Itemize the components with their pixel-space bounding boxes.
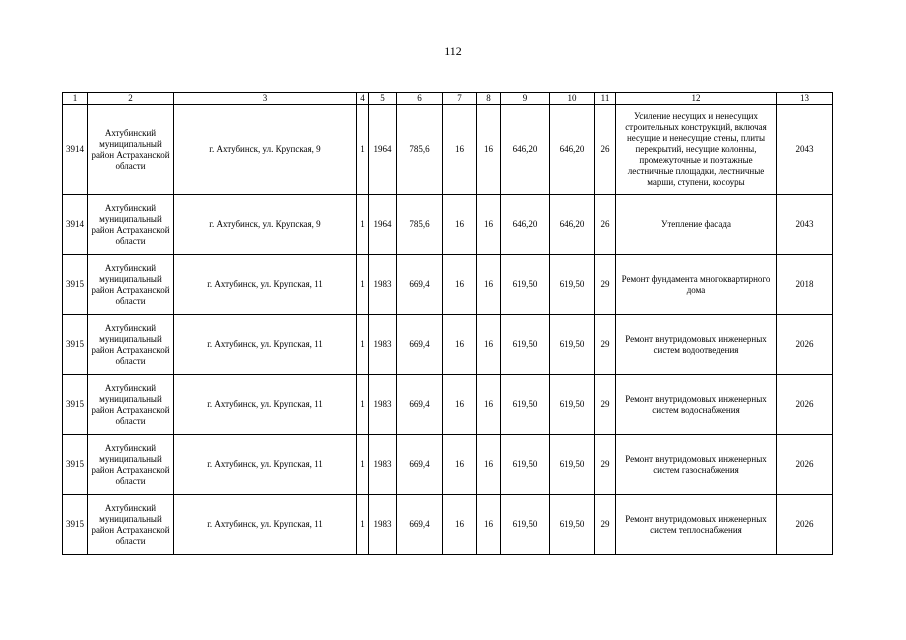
cell-district: Ахтубинский муниципальный район Астраханской области (88, 315, 174, 375)
table-row (63, 105, 833, 195)
cell-work: Ремонт фундамента многоквартирного дома (616, 255, 777, 315)
cell-col4: 1 (357, 435, 369, 495)
cell-district: Ахтубинский муниципальный район Астраханской области (88, 195, 174, 255)
cell-work: Ремонт внутридомовых инженерных систем водоотведения (616, 315, 777, 375)
column-header: 12 (616, 93, 777, 105)
cell-col9: 646,20 (501, 105, 550, 195)
cell-col8: 16 (477, 195, 501, 255)
cell-col9: 619,50 (501, 375, 550, 435)
cell-col10: 619,50 (550, 375, 595, 435)
cell-area: 669,4 (397, 375, 443, 435)
column-header: 10 (550, 93, 595, 105)
cell-col10: 619,50 (550, 495, 595, 555)
cell-plan-year: 2043 (777, 105, 833, 195)
cell-number: 3915 (63, 435, 88, 495)
cell-address: г. Ахтубинск, ул. Крупская, 9 (174, 105, 357, 195)
cell-col9: 619,50 (501, 495, 550, 555)
cell-col9: 619,50 (501, 435, 550, 495)
cell-col11: 26 (595, 105, 616, 195)
table-row (63, 315, 833, 375)
cell-col4: 1 (357, 195, 369, 255)
cell-area: 669,4 (397, 315, 443, 375)
cell-col10: 646,20 (550, 105, 595, 195)
cell-number: 3915 (63, 315, 88, 375)
cell-district: Ахтубинский муниципальный район Астраханской области (88, 255, 174, 315)
cell-col8: 16 (477, 435, 501, 495)
cell-col11: 29 (595, 375, 616, 435)
cell-col8: 16 (477, 105, 501, 195)
cell-district: Ахтубинский муниципальный район Астраханской области (88, 105, 174, 195)
cell-address: г. Ахтубинск, ул. Крупская, 11 (174, 255, 357, 315)
cell-area: 669,4 (397, 435, 443, 495)
cell-area: 669,4 (397, 495, 443, 555)
cell-col8: 16 (477, 375, 501, 435)
cell-number: 3915 (63, 495, 88, 555)
cell-plan-year: 2018 (777, 255, 833, 315)
cell-address: г. Ахтубинск, ул. Крупская, 9 (174, 195, 357, 255)
cell-col7: 16 (443, 105, 477, 195)
cell-plan-year: 2026 (777, 315, 833, 375)
table-row (63, 195, 833, 255)
cell-area: 785,6 (397, 105, 443, 195)
cell-col8: 16 (477, 255, 501, 315)
column-header: 1 (63, 93, 88, 105)
column-header: 9 (501, 93, 550, 105)
cell-col7: 16 (443, 375, 477, 435)
cell-area: 785,6 (397, 195, 443, 255)
cell-number: 3915 (63, 375, 88, 435)
cell-address: г. Ахтубинск, ул. Крупская, 11 (174, 375, 357, 435)
column-header: 5 (369, 93, 397, 105)
cell-address: г. Ахтубинск, ул. Крупская, 11 (174, 495, 357, 555)
cell-number: 3914 (63, 195, 88, 255)
cell-plan-year: 2026 (777, 495, 833, 555)
cell-year: 1983 (369, 255, 397, 315)
cell-plan-year: 2043 (777, 195, 833, 255)
cell-work: Ремонт внутридомовых инженерных систем теплоснабжения (616, 495, 777, 555)
table-row (63, 375, 833, 435)
cell-col11: 29 (595, 435, 616, 495)
column-header: 8 (477, 93, 501, 105)
cell-col9: 619,50 (501, 255, 550, 315)
cell-col8: 16 (477, 315, 501, 375)
column-header: 4 (357, 93, 369, 105)
cell-col10: 619,50 (550, 435, 595, 495)
cell-year: 1964 (369, 195, 397, 255)
cell-plan-year: 2026 (777, 375, 833, 435)
cell-year: 1983 (369, 495, 397, 555)
cell-col10: 646,20 (550, 195, 595, 255)
cell-year: 1983 (369, 435, 397, 495)
cell-col7: 16 (443, 435, 477, 495)
cell-col10: 619,50 (550, 315, 595, 375)
cell-work: Ремонт внутридомовых инженерных систем газоснабжения (616, 435, 777, 495)
cell-col4: 1 (357, 105, 369, 195)
cell-address: г. Ахтубинск, ул. Крупская, 11 (174, 435, 357, 495)
cell-col11: 29 (595, 315, 616, 375)
cell-col4: 1 (357, 315, 369, 375)
cell-col4: 1 (357, 255, 369, 315)
cell-district: Ахтубинский муниципальный район Астраханской области (88, 495, 174, 555)
cell-district: Ахтубинский муниципальный район Астраханской области (88, 435, 174, 495)
cell-area: 669,4 (397, 255, 443, 315)
page-number: 112 (444, 44, 462, 58)
table-row (63, 495, 833, 555)
cell-col7: 16 (443, 315, 477, 375)
table-row (63, 435, 833, 495)
cell-col10: 619,50 (550, 255, 595, 315)
table-row (63, 255, 833, 315)
header-row (63, 93, 833, 105)
cell-col7: 16 (443, 255, 477, 315)
cell-address: г. Ахтубинск, ул. Крупская, 11 (174, 315, 357, 375)
cell-work: Утепление фасада (616, 195, 777, 255)
column-header: 2 (88, 93, 174, 105)
cell-district: Ахтубинский муниципальный район Астраханской области (88, 375, 174, 435)
column-header: 13 (777, 93, 833, 105)
column-header: 7 (443, 93, 477, 105)
registry-table (62, 92, 833, 555)
cell-col4: 1 (357, 375, 369, 435)
column-header: 3 (174, 93, 357, 105)
cell-plan-year: 2026 (777, 435, 833, 495)
cell-col8: 16 (477, 495, 501, 555)
cell-col7: 16 (443, 495, 477, 555)
cell-work: Усиление несущих и ненесущих строительных конструкций, включая несущие и ненесущие стены, плиты перекрытий, несущие колонны, промежуточные и поэтажные лестничные площадки, лестничные марши, ступени, косоуры (616, 105, 777, 195)
cell-number: 3915 (63, 255, 88, 315)
cell-year: 1964 (369, 105, 397, 195)
cell-work: Ремонт внутридомовых инженерных систем водоснабжения (616, 375, 777, 435)
cell-year: 1983 (369, 315, 397, 375)
cell-col11: 29 (595, 255, 616, 315)
cell-col9: 619,50 (501, 315, 550, 375)
cell-number: 3914 (63, 105, 88, 195)
cell-col7: 16 (443, 195, 477, 255)
cell-year: 1983 (369, 375, 397, 435)
cell-col4: 1 (357, 495, 369, 555)
column-header: 6 (397, 93, 443, 105)
column-header: 11 (595, 93, 616, 105)
cell-col9: 646,20 (501, 195, 550, 255)
cell-col11: 26 (595, 195, 616, 255)
cell-col11: 29 (595, 495, 616, 555)
